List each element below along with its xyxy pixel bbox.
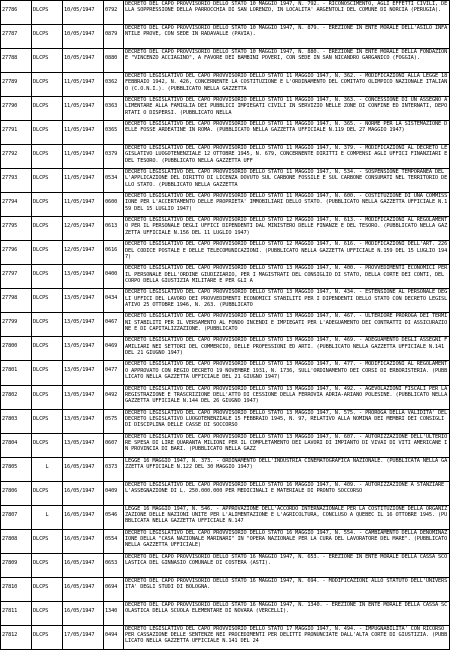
cell-date [63, 169, 104, 193]
cell-type [32, 193, 63, 217]
cell-type-text: DLCPS [33, 439, 49, 446]
cell-type-text: DLCPS [33, 367, 49, 374]
cell-description-text: DECRETO LEGISLATIVO DEL CAPO PROVVISORIO DELLO STATO 11 MAGGIO 1947, N. 379. - MODIFICAZIONI AL DECRETO LEGISLATIVO LUOGOTENENZIALE 12 OTTOBRE 1945, N. 679, CONCERNENTE DIRITTI E COMPENSI AGLI UFFICI FINANZIARI E DEL TESORO. (PUBBLICATO NELLA GAZZETTA UFF [125, 145, 448, 164]
cell-type [32, 25, 63, 49]
cell-number [104, 409, 124, 433]
cell-type-text: L [45, 463, 49, 470]
cell-type [32, 529, 63, 553]
cell-id [1, 433, 32, 457]
table-row [1, 313, 450, 337]
cell-number-text: 0469 [105, 343, 118, 350]
cell-id [1, 385, 32, 409]
cell-date [63, 529, 104, 553]
cell-description [124, 25, 450, 49]
cell-date [63, 313, 104, 337]
cell-description-text: DECRETO LEGISLATIVO DEL CAPO PROVVISORIO DELLO STATO 13 MAGGIO 1947, N. 575. - PROROGA DELLA VALIDITA' DEL DECRETO LEGISLATIVO LUOGOTENENZIALE 15 FEBBRAIO 1945, N. 97, RELATIVO ALLA NOMINA DEI MEMBRI DEI CONSIGLI DI DISCIPLINA DELLE CASSE DI SOCCORSO [125, 409, 448, 428]
cell-date [63, 97, 104, 121]
cell-description [124, 49, 450, 73]
cell-description-text: DECRETO LEGISLATIVO DEL CAPO PROVVISORIO DELLO STATO 11 MAGGIO 1947, N. 362. - MODIFICAZIONI ALLA LEGGE 18 FEBBRAIO 1942, N. 426, CONCERNENTE LA COSTITUZIONE E L'ORDINAMENTO DEL COMITATO OLIMPICO NAZIONALE ITALIANO (C.O.N.I.). (PUBBLICATO NELLA GAZZETTA [125, 73, 448, 92]
table-row [1, 265, 450, 289]
cell-description [124, 217, 450, 241]
cell-date-text: 16/05/1947 [64, 559, 95, 566]
cell-id-text: 27788 [2, 55, 18, 62]
cell-type [32, 49, 63, 73]
cell-description [124, 313, 450, 337]
table-row [1, 73, 450, 97]
cell-id-text: 27811 [2, 607, 18, 614]
cell-number-text: 0434 [105, 295, 118, 302]
cell-number-text: 0575 [105, 415, 118, 422]
cell-date-text: 13/05/1947 [64, 439, 95, 446]
cell-date-text: 11/05/1947 [64, 103, 95, 110]
cell-date [63, 1, 104, 25]
cell-description [124, 361, 450, 385]
cell-date-text: 16/05/1947 [64, 487, 95, 494]
cell-number-text: 0616 [105, 247, 118, 254]
cell-number-text: 0494 [105, 631, 118, 638]
table-row [1, 601, 450, 625]
cell-type-text: DLCPS [33, 391, 49, 398]
cell-type-text: DLCPS [33, 559, 49, 566]
cell-number-text: 0880 [105, 55, 118, 62]
cell-id [1, 625, 32, 649]
cell-date-text: 11/05/1947 [64, 175, 95, 182]
cell-number-text: 0607 [105, 439, 118, 446]
cell-number [104, 385, 124, 409]
table-row [1, 625, 450, 649]
cell-date-text: 13/05/1947 [64, 319, 95, 326]
cell-id [1, 145, 32, 169]
cell-date [63, 361, 104, 385]
table-row [1, 241, 450, 265]
cell-id [1, 73, 32, 97]
cell-description [124, 505, 450, 529]
cell-description-text: LEGGE 16 MAGGIO 1947, N. 546. - APPROVAZIONE DELL'ACCORDO INTERNAZIONALE PER LA COSTITUZIONE DELLA ORGANIZZAZIONE DELLE NAZIONI UNITE PER L'ALIMENTAZIONE E L'AGRICOLTURA, CONCLUSO A QUEBEC IL 16 OTTOBRE 1945. (PUBBLICATA NELLA GAZZETTA UFFICIALE N.147 [125, 505, 448, 525]
table-row [1, 145, 450, 169]
cell-date [63, 193, 104, 217]
cell-id-text: 27799 [2, 319, 18, 326]
cell-date [63, 481, 104, 505]
cell-type-text: DLCPS [33, 31, 49, 38]
cell-type-text: DLCPS [33, 583, 49, 590]
cell-number [104, 529, 124, 553]
cell-description [124, 457, 450, 481]
cell-date [63, 601, 104, 625]
cell-description [124, 625, 450, 649]
cell-type [32, 361, 63, 385]
cell-id-text: 27805 [2, 463, 18, 470]
cell-id [1, 529, 32, 553]
cell-type-text: L [45, 511, 49, 518]
cell-date [63, 265, 104, 289]
cell-id-text: 27810 [2, 583, 18, 590]
cell-id [1, 193, 32, 217]
cell-description-text: LEGGE 16 MAGGIO 1947, N. 373. - ORDINAMENTO DELL'INDUSTRIA CINEMATOGRAFICA NAZIONALE. (PUBBLICATA NELLA GAZZETTA UFFICIALE N.122 DEL 30 MAGGIO 1947) [125, 457, 448, 470]
cell-date [63, 241, 104, 265]
table-row [1, 361, 450, 385]
cell-date [63, 457, 104, 481]
cell-date [63, 145, 104, 169]
cell-number-text: 0534 [105, 175, 118, 182]
table-row [1, 577, 450, 601]
cell-type [32, 481, 63, 505]
cell-description-text: DECRETO DEL CAPO PROVVISORIO DELLO STATO 16 MAGGIO 1947, N. 1340. - EREZIONE IN ENTE MORALE DELLA CASSA SCOLASTICA DELLA SCUOLA ELEMENTARE DI NOVARA (VERCELLI). [125, 601, 448, 614]
cell-number [104, 265, 124, 289]
cell-date [63, 73, 104, 97]
cell-id [1, 217, 32, 241]
table-row [1, 121, 450, 145]
cell-date-text: 16/05/1947 [64, 583, 95, 590]
table-row [1, 553, 450, 577]
cell-number-text: 0613 [105, 223, 118, 230]
cell-number [104, 145, 124, 169]
table-body [1, 1, 450, 650]
cell-id [1, 481, 32, 505]
cell-date [63, 577, 104, 601]
table-row [1, 217, 450, 241]
cell-date-text: 11/05/1947 [64, 79, 95, 86]
cell-description-text: DECRETO LEGISLATIVO DEL CAPO PROVVISORIO DELLO STATO 12 MAGGIO 1947, N. 613. - MODIFICAZIONI AL REGOLAMENTO PER IL PERSONALE DEGLI UFFICI DIPENDENTI DAL MINISTERO DELLE FINANZE E DEL TESORO. (PUBBLICATO NELLA GAZZETTA UFFICIALE N.156 DEL 11 LUGLIO 1947) [125, 217, 448, 236]
cell-type-text: DLCPS [33, 175, 49, 182]
cell-number [104, 241, 124, 265]
cell-description-text: DECRETO DEL CAPO PROVVISORIO DELLO STATO 10 MAGGIO 1947, N. 880. - EREZIONE IN ENTE MORALE DELLA FONDAZIONE "VINCENZO ACCIAGINO", A FAVORE DEI BAMBINI POVERI, CON SEDE IN SAN NICANDRO GARGANICO (FOGGIA). [125, 49, 448, 62]
cell-id-text: 27786 [2, 7, 18, 13]
cell-description-text: DECRETO DEL CAPO PROVVISORIO DELLO STATO 16 MAGGIO 1947, N. 694. - MODIFICAZIONI ALLO STATUTO DELL'UNIVERSITA' DEGLI STUDI DI BOLOGNA. [125, 577, 448, 590]
cell-number-text: 0554 [105, 535, 118, 542]
cell-type [32, 145, 63, 169]
cell-description [124, 145, 450, 169]
table-row [1, 529, 450, 553]
cell-date-text: 12/05/1947 [64, 247, 95, 254]
cell-type-text: DLCPS [33, 247, 49, 254]
cell-type [32, 505, 63, 529]
cell-number [104, 289, 124, 313]
cell-id [1, 601, 32, 625]
cell-number [104, 313, 124, 337]
cell-number-text: 0467 [105, 319, 118, 326]
cell-description-text: DECRETO LEGISLATIVO DEL CAPO PROVVISORIO DELLO STATO 11 MAGGIO 1947, N. 363. - CONCESSIONE DI UN ASSEGNO ALIMENTARE ALLA FAMIGLIA DEI PUBBLICI IMPIEGATI CIVILI IN SERVIZIO NELLE ZONE DI CONFINE ED INTERNATI, DEPORTATI O DISPERSI. (PUBBLICATO NELLA [125, 97, 448, 116]
cell-date-text: 10/05/1947 [64, 31, 95, 38]
cell-number-text: 0546 [105, 511, 118, 518]
cell-description-text: DECRETO LEGISLATIVO DEL CAPO PROVVISORIO DELLO STATO 11 MAGGIO 1947, N. 534. - SOSPENSIONE TEMPORANEA DELL'APPLICAZIONE DEL DIRITTO DI LICENZA DOVUTO SUL CARBONE FOSSILE E SUL CARBONE CONSUMATI NEL TERRITORIO DELLO STATO. (PUBBLICATO NELLA GAZZETTA [125, 169, 448, 188]
cell-type [32, 73, 63, 97]
cell-description [124, 97, 450, 121]
cell-number [104, 505, 124, 529]
cell-type [32, 433, 63, 457]
cell-type-text: DLCPS [33, 271, 49, 278]
cell-id-text: 27787 [2, 31, 18, 38]
cell-type-text: DLCPS [33, 199, 49, 206]
cell-date-text: 16/05/1947 [64, 463, 95, 470]
cell-description-text: DECRETO LEGISLATIVO DEL CAPO PROVVISORIO DELLO STATO 13 MAGGIO 1947, N. 607. - AUTORIZZAZIONE DELL'ULTERIORE SPESA DI LIRE QUARANTA MILIONI PER IL COMPLETAMENTO DEI LAVORI DI IMPIANTO DI VIVAI DI VITI AMERICANE IN PROVINCIA DI BARI. (PUBBLICATO NELLA GAZZ [125, 433, 448, 452]
cell-id-text: 27803 [2, 415, 18, 422]
cell-date-text: 10/05/1947 [64, 55, 95, 62]
cell-id-text: 27792 [2, 151, 18, 158]
cell-number [104, 49, 124, 73]
table-row [1, 409, 450, 433]
cell-date-text: 11/05/1947 [64, 127, 95, 134]
cell-id [1, 97, 32, 121]
cell-number [104, 457, 124, 481]
cell-number [104, 361, 124, 385]
cell-date-text: 10/05/1947 [64, 7, 95, 13]
cell-type [32, 409, 63, 433]
cell-id-text: 27793 [2, 175, 18, 182]
cell-date [63, 49, 104, 73]
cell-number [104, 625, 124, 649]
cell-id [1, 361, 32, 385]
cell-type [32, 313, 63, 337]
cell-description-text: DECRETO DEL CAPO PROVVISORIO DELLO STATO 10 MAGGIO 1947, N. 879. - EREZIONE IN ENTE MORALE DELL'ASILO INFANTILE PROVE, CON SEDE IN RADAVALLE (PAVIA). [125, 25, 448, 38]
cell-id-text: 27807 [2, 511, 18, 518]
cell-id-text: 27795 [2, 223, 18, 230]
cell-id [1, 409, 32, 433]
cell-number-text: 0379 [105, 151, 118, 158]
cell-type-text: DLCPS [33, 415, 49, 422]
table-row [1, 337, 450, 361]
cell-type-text: DLCPS [33, 487, 49, 494]
cell-number-text: 0373 [105, 463, 118, 470]
cell-type-text: DLCPS [33, 151, 49, 158]
cell-date [63, 505, 104, 529]
cell-type [32, 1, 63, 25]
cell-description-text: DECRETO LEGISLATIVO DEL CAPO PROVVISORIO DELLO STATO 13 MAGGIO 1947, N. 492. - AGEVOLAZIONI FISCALI PER LA REGISTRAZIONE E TRASCRIZIONE DELL'ATTO DI CESSIONE DELLA FERROVIA ADRIA-ARIANO POLESINE. (PUBBLICATO NELLA GAZZETTA UFFICIALE N.144 DEL 26 GIUGNO 1947) [125, 385, 448, 404]
cell-date-text: 13/05/1947 [64, 343, 95, 350]
cell-date-text: 16/05/1947 [64, 535, 95, 542]
cell-description [124, 337, 450, 361]
cell-type [32, 289, 63, 313]
cell-id-text: 27806 [2, 487, 18, 494]
cell-id-text: 27797 [2, 271, 18, 278]
cell-date-text: 13/05/1947 [64, 391, 95, 398]
cell-description-text: DECRETO LEGISLATIVO DEL CAPO PROVVISORIO DELLO STATO 13 MAGGIO 1947, N. 469. - ADEGUAMENTO DEGLI ASSEGNI FAMILIARI NEI SETTORI DEL COMMERCIO, DELLE PROFESSIONI ED ARTI. (PUBBLICATO NELLA GAZZETTA UFFICIALE N.141 DEL 21 GIUGNO 1947) [125, 337, 448, 356]
cell-number [104, 1, 124, 25]
cell-date-text: 13/05/1947 [64, 367, 95, 374]
cell-id [1, 289, 32, 313]
cell-description [124, 409, 450, 433]
cell-number [104, 433, 124, 457]
cell-number [104, 577, 124, 601]
cell-number [104, 121, 124, 145]
cell-id-text: 27802 [2, 391, 18, 398]
cell-description-text: DECRETO LEGISLATIVO DEL CAPO PROVVISORIO DELLO STATO 13 MAGGIO 1947, N. 434. - ESTENSIONE AL PERSONALE DEGLI UFFICI DEL LAVORO DEI PROVVEDIMENTI ECONOMICI STABILITI PER I DIPENDENTI DELLO STATO CON DECRETO LEGISLATIVO 25 OTTOBRE 1946, N. 263. (PUBBLICATO [125, 289, 448, 308]
cell-date [63, 337, 104, 361]
cell-number-text: 0362 [105, 79, 118, 86]
cell-description [124, 529, 450, 553]
cell-date-text: 12/05/1947 [64, 223, 95, 230]
cell-date [63, 625, 104, 649]
cell-id-text: 27794 [2, 199, 18, 206]
cell-description-text: DECRETO LEGISLATIVO DEL CAPO PROVVISORIO DELLO STATO 13 MAGGIO 1947, N. 467. - ULTERIORE PROROGA DEI TERMINI STABILITI PER IL VERSAMENTO AL FONDO INCENDI E IMPIEGATI PER L'ADEGUAMENTO DEI CONTRATTI DI ASSICURAZIONE E DI CAPITALIZZAZIONE. (PUBBLICATO [125, 313, 448, 332]
cell-type-text: DLCPS [33, 607, 49, 614]
cell-type [32, 217, 63, 241]
table-row [1, 193, 450, 217]
cell-type [32, 577, 63, 601]
cell-number [104, 169, 124, 193]
cell-date-text: 11/05/1947 [64, 199, 95, 206]
cell-id-text: 27808 [2, 535, 18, 542]
cell-description-text: DECRETO LEGISLATIVO DEL CAPO PROVVISORIO DELLO STATO 16 MAGGIO 1947, N. 554. - CAMBIAMENTO DELLA DENOMINAZIONE DELLA "CASA NAZIONALE MARINARI" IN "OPERA NAZIONALE PER LA CURA DEL LAVORATORE DEL MARE". (PUBBLICATO NELLA GAZZETTA UFFICIALE) [125, 529, 448, 549]
cell-date [63, 217, 104, 241]
cell-number [104, 73, 124, 97]
cell-type-text: DLCPS [33, 7, 49, 13]
cell-id [1, 1, 32, 25]
cell-type-text: DLCPS [33, 55, 49, 62]
cell-date-text: 13/05/1947 [64, 415, 95, 422]
cell-date-text: 17/05/1947 [64, 631, 95, 638]
cell-type-text: DLCPS [33, 103, 49, 110]
cell-description-text: DECRETO LEGISLATIVO DEL CAPO PROVVISORIO DELLO STATO 16 MAGGIO 1947, N. 409. - AUTORIZZAZIONE A STANZIARE L'ASSEGNAZIONE DI L. 250.000.000 PER MEDICINALI E MATERIALE DI PRONTO SOCCORSO [125, 481, 445, 494]
cell-id [1, 265, 32, 289]
cell-type-text: DLCPS [33, 319, 49, 326]
cell-number [104, 601, 124, 625]
cell-id [1, 577, 32, 601]
cell-date-text: 13/05/1947 [64, 295, 95, 302]
cell-number [104, 553, 124, 577]
cell-number-text: 0653 [105, 559, 118, 566]
cell-number-text: 0400 [105, 271, 118, 278]
cell-id [1, 505, 32, 529]
cell-number [104, 481, 124, 505]
cell-id [1, 553, 32, 577]
cell-date [63, 385, 104, 409]
cell-description [124, 385, 450, 409]
cell-type [32, 457, 63, 481]
cell-type [32, 553, 63, 577]
cell-id [1, 241, 32, 265]
cell-type-text: DLCPS [33, 223, 49, 230]
cell-type [32, 385, 63, 409]
cell-description-text: DECRETO LEGISLATIVO DEL CAPO PROVVISORIO DELLO STATO 13 MAGGIO 1947, N. 477. - MODIFICAZIONI AL REGOLAMENTO APPROVATO CON REGIO DECRETO 19 NOVEMBRE 1931, N. 1736, SULL'ORDINAMENTO DEI CORSI DI ERBORISTERIA. (PUBBLICATO NELLA GAZZETTA UFFICIALE DEL 21 GIUGNO 1947) [125, 361, 448, 380]
cell-date-text: 11/05/1947 [64, 151, 95, 158]
cell-id-text: 27796 [2, 247, 18, 254]
cell-date-text: 16/05/1947 [64, 511, 95, 518]
cell-number [104, 97, 124, 121]
cell-number-text: 0409 [105, 487, 118, 494]
cell-number [104, 25, 124, 49]
table-row [1, 289, 450, 313]
cell-number-text: 0879 [105, 31, 118, 38]
cell-type [32, 121, 63, 145]
cell-id-text: 27804 [2, 439, 18, 446]
cell-number-text: 1340 [105, 607, 118, 614]
cell-type-text: DLCPS [33, 535, 49, 542]
cell-number-text: 0365 [105, 127, 118, 134]
cell-description-text: DECRETO DEL CAPO PROVVISORIO DELLO STATO 10 MAGGIO 1947, N. 792. - RICONOSCIMENTO, AGLI EFFETTI CIVILI, DELLA SOPPRESSIONE DELLA PARROCCHIA DI SAN LORENZO, IN LOCALITA' ARGENTOLI DEL COMUNE DI NORCIA (PERUGIA). [125, 1, 448, 14]
cell-id [1, 457, 32, 481]
cell-description [124, 169, 450, 193]
cell-type-text: DLCPS [33, 343, 49, 350]
cell-id [1, 337, 32, 361]
cell-number [104, 193, 124, 217]
cell-description [124, 289, 450, 313]
cell-description [124, 193, 450, 217]
cell-id [1, 25, 32, 49]
cell-description [124, 265, 450, 289]
cell-number-text: 0363 [105, 103, 118, 110]
cell-number [104, 337, 124, 361]
cell-description [124, 481, 450, 505]
cell-id-text: 27800 [2, 343, 18, 350]
table-row [1, 433, 450, 457]
cell-id [1, 121, 32, 145]
cell-id [1, 49, 32, 73]
table-row [1, 49, 450, 73]
cell-date [63, 553, 104, 577]
cell-type [32, 241, 63, 265]
cell-date [63, 409, 104, 433]
cell-description-text: DECRETO LEGISLATIVO DEL CAPO PROVVISORIO DELLO STATO 13 MAGGIO 1947, N. 400. - PROVVEDIMENTI ECONOMICI PER IL PERSONALE DELL'ORDINE GIUDIZIARIO, PER I MAGISTRATI DEL CONSIGLIO DI STATO, DELLA CORTE DEI CONTI, DEL CORPO DELLA GIUSTIZIA MILITARE E PER GLI A [125, 265, 448, 284]
cell-id-text: 27809 [2, 559, 18, 566]
cell-id-text: 27801 [2, 367, 18, 374]
table-row [1, 169, 450, 193]
cell-description [124, 601, 450, 625]
table-row [1, 505, 450, 529]
cell-type-text: DLCPS [33, 79, 49, 86]
cell-date [63, 289, 104, 313]
table-row [1, 457, 450, 481]
cell-type-text: DLCPS [33, 631, 49, 638]
cell-number [104, 217, 124, 241]
cell-type [32, 601, 63, 625]
cell-id-text: 27789 [2, 79, 18, 86]
cell-type-text: DLCPS [33, 127, 49, 134]
cell-description [124, 241, 450, 265]
cell-date [63, 25, 104, 49]
cell-description-text: DECRETO DEL CAPO PROVVISORIO DELLO STATO 16 MAGGIO 1947, N. 653. - EREZIONE IN ENTE MORALE DELLA CASSA SCOLASTICA DEL GINNASIO COMUNALE DI COSTERA (ASTI). [125, 553, 448, 566]
table-row [1, 1, 450, 25]
cell-id-text: 27798 [2, 295, 18, 302]
cell-description [124, 73, 450, 97]
cell-type [32, 169, 63, 193]
cell-type [32, 337, 63, 361]
table-row [1, 25, 450, 49]
cell-id [1, 169, 32, 193]
cell-type [32, 97, 63, 121]
cell-number-text: 0792 [105, 7, 118, 13]
cell-date [63, 433, 104, 457]
cell-number-text: 0477 [105, 367, 118, 374]
cell-type-text: DLCPS [33, 295, 49, 302]
cell-type [32, 625, 63, 649]
cell-description [124, 553, 450, 577]
cell-number-text: 0694 [105, 583, 118, 590]
cell-id-text: 27812 [2, 631, 18, 638]
cell-description [124, 121, 450, 145]
cell-description-text: DECRETO LEGISLATIVO DEL CAPO PROVVISORIO DELLO STATO 11 MAGGIO 1947, N. 365. - NORME PER LA SISTEMAZIONE DELLE FOSSE ARDEATINE IN ROMA. (PUBBLICATO NELLA GAZZETTA UFFICIALE N.119 DEL 27 MAGGIO 1947) [125, 121, 448, 134]
cell-description [124, 1, 450, 25]
cell-description-text: DECRETO LEGISLATIVO DEL CAPO PROVVISORIO DELLO STATO 11 MAGGIO 1947, N. 600. - COSTITUZIONE DI UNA COMMISSIONE PER L'ACCERTAMENTO DELLE PROPRIETA' IMMOBILIARI DELLO STATO. (PUBBLICATO NELLA GAZZETTA UFFICIALE N.159 DEL 15 LUGLIO 1947) [125, 193, 448, 212]
cell-description [124, 577, 450, 601]
cell-id [1, 313, 32, 337]
cell-number-text: 0492 [105, 391, 118, 398]
cell-description [124, 433, 450, 457]
table-row [1, 385, 450, 409]
cell-number-text: 0600 [105, 199, 118, 206]
cell-id-text: 27790 [2, 103, 18, 110]
cell-type [32, 265, 63, 289]
cell-description-text: DECRETO LEGISLATIVO DEL CAPO PROVVISORIO DELLO STATO 12 MAGGIO 1947, N. 616. - MODIFICAZIONI DELL'ART. 226 DEL CODICE POSTALE E DELLE TELECOMUNICAZIONI. (PUBBLICATO NELLA GAZZETTA UFFICIALE N.159 DEL 15 LUGLIO 1947) [125, 241, 448, 260]
cell-description-text: DECRETO LEGISLATIVO DEL CAPO PROVVISORIO DELLO STATO 17 MAGGIO 1947, N. 494. - IMPUGNABILITA' CON RICORSO PER CASSAZIONE DELLE SENTENZE NEI PROCEDIMENTI PER DELITTI PRONUNCIATE DALL'ALTA CORTE DI GIUSTIZIA. (PUBBLICATO NELLA GAZZETTA UFFICIALE N.141 DEL 24 [125, 625, 448, 645]
table-row [1, 97, 450, 121]
cell-date-text: 13/05/1947 [64, 271, 95, 278]
cell-date-text: 16/05/1947 [64, 607, 95, 614]
cell-date [63, 121, 104, 145]
cell-id-text: 27791 [2, 127, 18, 134]
table-row [1, 481, 450, 505]
